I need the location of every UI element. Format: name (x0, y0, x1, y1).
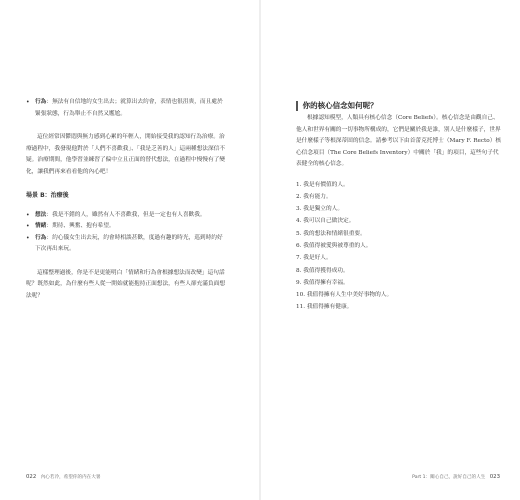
item-label: 情緒 (35, 223, 47, 229)
list-item: 11. 我值得擁有健康。 (296, 304, 353, 311)
scene-b-item: • 情緒：期待、興奮、抱有希望。 (26, 221, 226, 233)
right-footer (412, 474, 500, 480)
list-item: 3. 我是獨立的人。 (296, 206, 344, 213)
list-item: 5. 我的想法和情緒很重要。 (296, 230, 366, 237)
paragraph: 這樣整理過後，你是不是更能明白「情緒和行為會根據想法而改變」這句話呢？既然如此，為什麼有些人從一開始就能抱持正面想法，有些人卻充滿負面想法呢？ (26, 269, 226, 299)
list-item: 2. 我有能力。 (296, 193, 332, 200)
list-item: 1. 我是有價值的人。 (296, 181, 349, 188)
item-text: 無法有自信地約女生出去；就算出去約會，表情也很沮喪，而且處於緊張狀態，行為舉止不自然又尷尬。 (35, 99, 223, 117)
item-text: 約心儀女生出去玩，約會時相談甚歡，度過有趣的時光，巡到時約好下次再出來玩。 (35, 234, 223, 252)
core-beliefs-list (296, 179, 502, 314)
list-item: 7. 我是好人。 (296, 255, 332, 262)
bullet-icon: • (26, 234, 30, 242)
scene-b-item: • 想法：我是不錯的人，雖然有人不喜歡我，但是一定也有人喜歡我。 (26, 210, 226, 222)
list-item: 10. 我值得擁有人生中美好事物的人。 (296, 292, 393, 299)
right-body (296, 113, 502, 314)
paragraph: 這位經常因鬱悶與無力感到心累的年輕人，開始接受我的認知行為治療。治療過程中，我發現他對於「人們不喜歡我」、「我是乏善的人」這兩種想法深信不疑。治療期間，他學習並練習了偏中立且正面的替代想法，在過程中慢慢有了變化，讓我們再來看看他的內心吧！ (26, 134, 226, 175)
left-page (0, 0, 259, 500)
item-label: 行為 (35, 99, 47, 105)
page-number: 023 (489, 474, 500, 480)
scene-b-item: • 行為：約心儀女生出去玩，約會時相談甚歡，度過有趣的時光，巡到時約好下次再出來玩。 (26, 233, 226, 256)
section-title: 你的核心信念如何呢？ (302, 101, 378, 110)
item-text: 我是不錯的人，雖然有人不喜歡我，但是一定也有人喜歡我。 (52, 211, 206, 218)
page-number: 022 (26, 474, 37, 480)
paragraph: 根據認知模型，人類具有核心信念（Core Beliefs）。核心信念是由觀自己、他人和世界有關的一切事物所構成的，它們是關於我是誰，別人是什麼樣子，世界是什麼樣子等根深蒂固的信念。請參考以下由首蕾克托博士（Mary F. Recto）核心信念項目（The Core Beliefs Inventory）中關於「我」的項目，這些句子代表健全的核心信念。 (296, 115, 502, 167)
scene-a-behavior-item: • 行為：無法有自信地約女生出去；就算出去約會，表情也很沮喪，而且處於緊張狀態，行為舉止不自然又尷尬。 (26, 97, 226, 120)
list-item: 8. 我值得獲得成功。 (296, 267, 349, 274)
scene-b-heading: 場景 B：治療後 (26, 192, 69, 199)
left-body (26, 97, 226, 302)
item-label: 行為 (35, 234, 47, 241)
list-item: 6. 我值得被愛與被尊重的人。 (296, 242, 372, 249)
left-footer (26, 474, 100, 480)
right-page (261, 0, 520, 500)
running-title: Part 1：關心自己，說好自己的人生 (412, 475, 486, 480)
list-item: 9. 我值得擁有幸福。 (296, 279, 349, 286)
section-bar (296, 101, 298, 111)
bullet-icon: • (26, 99, 30, 106)
item-label: 想法 (35, 211, 47, 218)
running-title: 內心若冷，希望你的内在大暑 (40, 475, 101, 480)
list-item: 4. 我可以自己做決定。 (296, 218, 355, 225)
item-text: 期待、興奮、抱有希望。 (52, 223, 115, 229)
section-heading (296, 100, 378, 111)
bullet-icon: • (26, 211, 30, 219)
bullet-icon: • (26, 223, 30, 230)
